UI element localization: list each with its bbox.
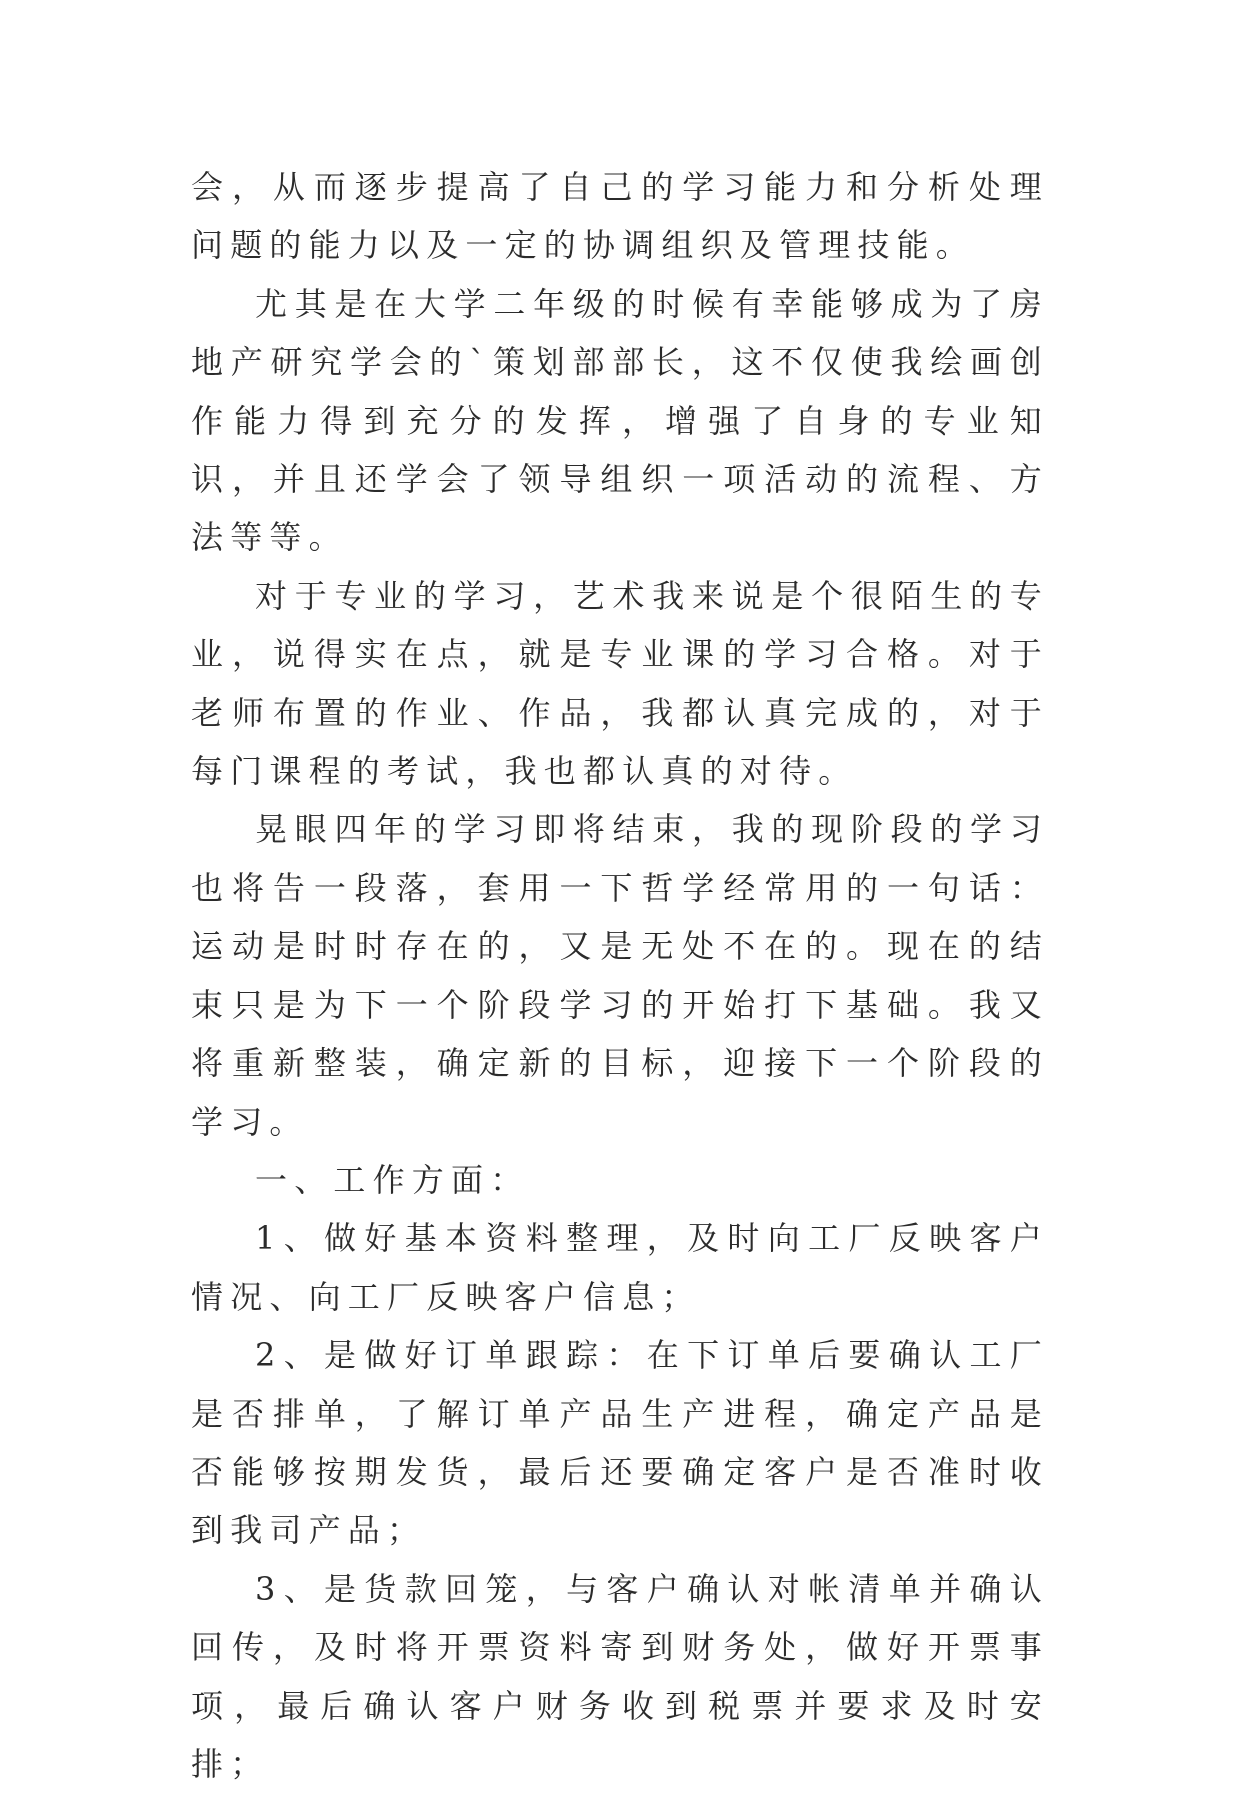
list-item-1: 1、做好基本资料整理，及时向工厂反映客户情况、向工厂反映客户信息；: [191, 1219, 1049, 1316]
section-heading-work: 一、工作方面：: [255, 1160, 530, 1199]
list-item-2: 2、是做好订单跟踪：在下订单后要确认工厂是否排单，了解订单产品生产进程，确定产品是否能够按期发货，最后还要确定客户是否准时收到我司产品；: [191, 1336, 1049, 1550]
paragraph-student-union-role: 尤其是在大学二年级的时候有幸能够成为了房地产研究学会的`策划部部长，这不仅使我绘画创作能力得到充分的发挥，增强了自身的专业知识，并且还学会了领导组织一项活动的流程、方法等等。: [191, 284, 1049, 557]
paragraph-major-study: 对于专业的学习，艺术我来说是个很陌生的专业，说得实在点，就是专业课的学习合格。对于老师布置的作业、作品，我都认真完成的，对于每门课程的考试，我也都认真的对待。: [191, 576, 1049, 791]
list-item-3: 3、是货款回笼，与客户确认对帐清单并确认回传，及时将开票资料寄到财务处，做好开票事项，最后确认客户财务收到税票并要求及时安排；: [191, 1569, 1049, 1783]
paragraph-continuation: 会，从而逐步提高了自己的学习能力和分析处理问题的能力以及一定的协调组织及管理技能。: [191, 168, 1049, 265]
paragraph-four-years: 晃眼四年的学习即将结束，我的现阶段的学习也将告一段落，套用一下哲学经常用的一句话：运动是时时存在的，又是无处不在的。现在的结束只是为下一个阶段学习的开始打下基础。我又将重新整装，确定新的目标，迎接下一个阶段的学习。: [191, 810, 1049, 1141]
document-body: [191, 158, 1049, 1793]
